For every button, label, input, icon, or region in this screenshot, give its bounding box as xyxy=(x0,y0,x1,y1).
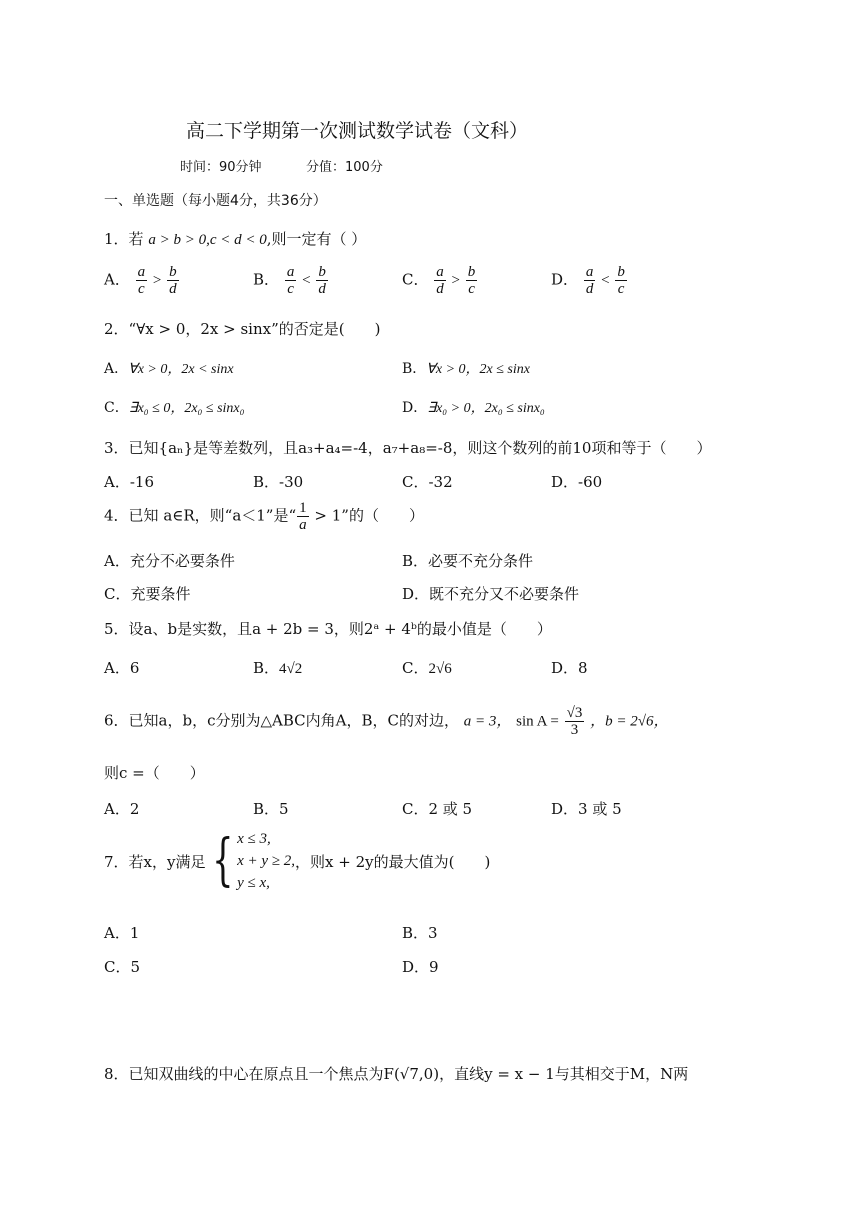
q1-option-b[interactable] xyxy=(253,264,329,297)
frac-num: b xyxy=(169,264,177,280)
q3-stem: 已知{aₙ}是等差数列，且a₃+a₄=-4，a₇+a₈=-8，则这个数列的前10项和等于（ ） xyxy=(128,439,712,457)
section-heading: 一、单选题（每小题4分，共36分） xyxy=(104,193,327,209)
option-text: ∀x > 0，2x < sinx xyxy=(128,362,234,377)
comparison-op: < xyxy=(302,272,311,289)
option-label: A． xyxy=(104,270,130,289)
q2-option-b[interactable] xyxy=(402,358,530,378)
q7-post: ，则x + 2y的最大值为( ) xyxy=(295,852,491,871)
page-title: 高二下学期第一次测试数学试卷（文科） xyxy=(186,120,529,142)
q4-option-c[interactable]: C．充要条件 xyxy=(104,585,191,603)
frac-den: c xyxy=(138,281,145,297)
q8-stem: 已知双曲线的中心在原点且一个焦点为F(√7,0)，直线y = x − 1与其相交于M，N两 xyxy=(128,1065,689,1083)
q5-option-c[interactable] xyxy=(402,657,452,678)
frac-den: a xyxy=(299,517,307,533)
frac-den: 3 xyxy=(570,722,579,738)
q2-option-a[interactable] xyxy=(104,358,234,378)
q4-option-a[interactable]: A．充分不必要条件 xyxy=(104,552,235,570)
q6-math-b: ，b = 2√6， xyxy=(590,713,669,730)
q5-option-d[interactable]: D．8 xyxy=(551,659,588,677)
q5-option-a[interactable]: A．6 xyxy=(104,659,140,677)
question-number: 5． xyxy=(104,620,129,638)
q1-text-post: ,则一定有（ ） xyxy=(266,230,367,248)
frac-num: b xyxy=(617,264,625,280)
question-7 xyxy=(104,828,490,894)
q7-option-a[interactable]: A．1 xyxy=(104,924,140,942)
frac-num: b xyxy=(467,264,476,280)
q7-pre: 若x，y满足 xyxy=(128,852,206,871)
frac-den: c xyxy=(287,281,294,297)
q6-line2: 则c =（ ） xyxy=(104,764,205,782)
frac-den: d xyxy=(169,281,177,297)
time-info: 时间：90分钟 xyxy=(180,160,262,175)
frac-den: d xyxy=(318,281,326,297)
comparison-op: > xyxy=(451,272,461,289)
q6-option-a[interactable]: A．2 xyxy=(104,800,140,818)
frac-den: d xyxy=(436,281,444,297)
q3-option-a[interactable]: A．-16 xyxy=(104,473,154,491)
frac-num: a xyxy=(286,264,295,280)
option-text: ∀x > 0，2x ≤ sinx xyxy=(426,362,530,377)
question-number: 2． xyxy=(104,320,129,338)
q1-option-d[interactable] xyxy=(551,264,628,297)
question-number: 4． xyxy=(104,506,129,525)
option-label: D． xyxy=(402,400,428,416)
option-label: B． xyxy=(253,270,280,289)
frac-den: c xyxy=(617,281,625,297)
q1-math: a > b > 0,c < d < 0 xyxy=(148,232,267,248)
question-5 xyxy=(104,618,552,639)
q6-sin: sin A = xyxy=(516,713,559,730)
question-3 xyxy=(104,437,711,458)
option-value: 4√2 xyxy=(279,661,303,677)
q6-option-b[interactable]: B．5 xyxy=(253,800,289,818)
frac-den: d xyxy=(585,281,594,297)
frac-num: a xyxy=(436,264,444,280)
q3-option-b[interactable]: B．-30 xyxy=(253,473,304,491)
option-text: ∃x₀ > 0，2x₀ ≤ sinx₀ xyxy=(427,401,545,416)
frac-num: 1 xyxy=(299,500,307,516)
frac-num: a xyxy=(137,264,146,280)
system-line: x + y ≥ 2, xyxy=(237,853,296,869)
q4-pre: 已知 a∈R，则“a＜1”是“ xyxy=(128,506,297,525)
q4-option-d[interactable]: D．既不充分又不必要条件 xyxy=(402,585,580,603)
option-label: C． xyxy=(402,659,429,677)
question-2 xyxy=(104,318,380,339)
system-line: y ≤ x, xyxy=(237,875,270,891)
question-number: 8． xyxy=(104,1065,129,1083)
option-label: C． xyxy=(402,270,429,289)
frac-num: √3 xyxy=(566,705,583,721)
left-brace: { xyxy=(212,828,234,893)
comparison-op: < xyxy=(601,272,610,289)
question-number: 1． xyxy=(104,230,129,248)
question-number: 3． xyxy=(104,439,129,457)
q6-pre: 已知a，b，c分别为△ABC内角A，B，C的对边， xyxy=(128,711,459,730)
q5-stem: 设a、b是实数，且a + 2b = 3，则2ᵃ + 4ᵇ的最小值是（ ） xyxy=(128,620,552,638)
question-8 xyxy=(104,1063,688,1084)
frac-num: a xyxy=(585,264,594,280)
q2-option-d[interactable] xyxy=(402,397,545,417)
q1-text-pre: 若 xyxy=(128,230,144,248)
question-1 xyxy=(104,228,366,249)
frac-den: c xyxy=(468,281,475,297)
option-label: C． xyxy=(104,400,129,416)
inequality-system xyxy=(205,828,295,894)
q4-post: > 1”的（ ） xyxy=(309,506,424,525)
comparison-op: > xyxy=(152,272,162,289)
q7-option-d[interactable]: D．9 xyxy=(402,958,439,976)
option-text: ∃x₀ ≤ 0，2x₀ ≤ sinx₀ xyxy=(128,401,245,416)
frac-num: b xyxy=(318,264,326,280)
question-6 xyxy=(104,705,668,738)
q7-option-b[interactable]: B．3 xyxy=(402,924,438,942)
q6-option-c[interactable]: C．2 或 5 xyxy=(402,800,473,818)
q2-stem: “∀x > 0，2x > sinx”的否定是( ) xyxy=(128,320,381,338)
q4-option-b[interactable]: B．必要不充分条件 xyxy=(402,552,534,570)
q3-option-c[interactable]: C．-32 xyxy=(402,473,453,491)
q1-option-c[interactable] xyxy=(402,264,478,297)
option-label: A． xyxy=(104,361,129,377)
q6-math-a: a = 3， xyxy=(463,713,512,730)
q2-option-c[interactable] xyxy=(104,397,245,417)
score-info: 分值：100分 xyxy=(306,160,383,175)
option-label: B． xyxy=(402,361,427,377)
option-label: D． xyxy=(551,270,579,289)
q6-option-d[interactable]: D．3 或 5 xyxy=(551,800,622,818)
question-4 xyxy=(104,500,424,533)
question-number: 7． xyxy=(104,852,129,871)
q5-option-b[interactable] xyxy=(253,657,302,678)
q3-option-d[interactable]: D．-60 xyxy=(551,473,603,491)
question-number: 6． xyxy=(104,711,129,730)
option-value: 2√6 xyxy=(428,661,452,677)
q7-option-c[interactable]: C．5 xyxy=(104,958,141,976)
option-label: B． xyxy=(253,659,280,677)
system-line: x ≤ 3, xyxy=(237,831,271,847)
q1-option-a[interactable] xyxy=(104,264,180,297)
